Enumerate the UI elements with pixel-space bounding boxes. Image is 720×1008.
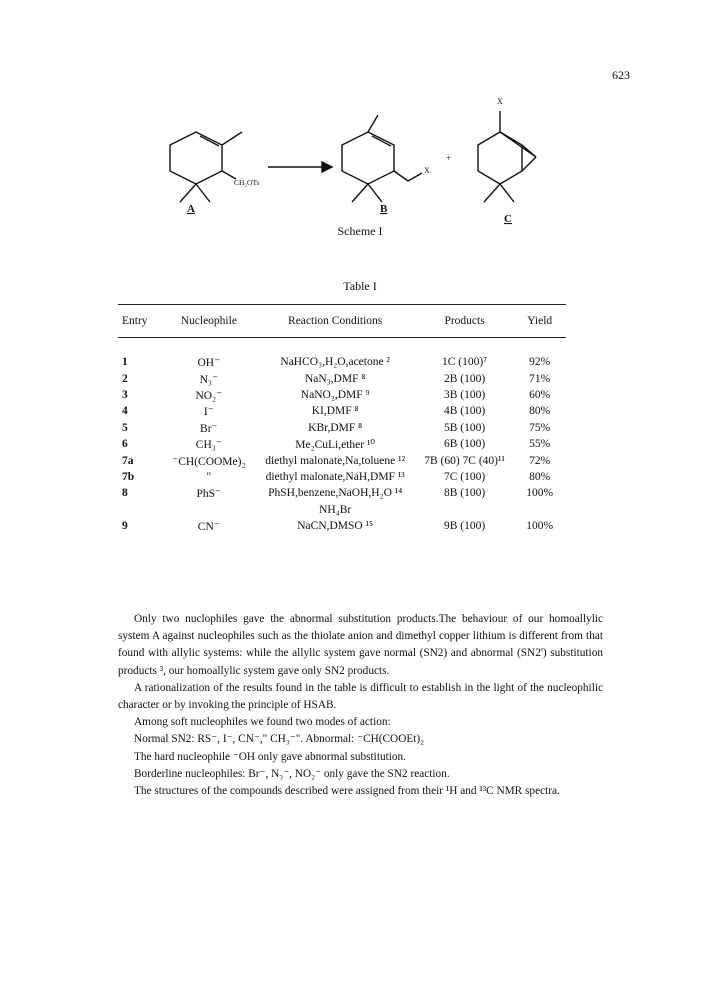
reaction-arrow [268,162,332,172]
cell-entry [118,502,163,518]
cell-products: 3B (100) [443,388,486,401]
scheme-plus: + [446,153,452,163]
header-conditions: Reaction Conditions [255,305,416,338]
cell-conditions: NaN₃,DMF ⁸ [304,372,366,385]
cell-yield: 80% [529,470,551,483]
table-row [118,420,566,436]
paragraph-3: Among soft nucleophiles we found two modes of action: [134,716,391,729]
cell-entry: 7a [122,454,134,467]
table-row [118,436,566,452]
table-row [118,387,566,403]
cell-yield: 92% [529,356,551,369]
cell-products: 6B (100) [443,438,486,451]
paragraph-7: The structures of the compounds described were assigned from their ¹H and ¹³C NMR spectra. [134,785,560,798]
cell-nucleophile: OH⁻ [197,357,221,370]
cell-entry: 1 [122,356,128,369]
cell-products: 7C (100) [443,470,486,483]
cell-products: 1C (100)⁷ [441,356,488,369]
results-table [118,304,566,534]
paragraph-1: Only two nuclophiles gave the abnormal substitution products.The behaviour of our homoallylic system A against nucleophiles such as the thiolate anion and dimethyl copper lithium is different from that found with allylic systems: while the allylic system gave normal (SN2) and abnormal (SN2') substitution products ³, our homoallylic system gave only SN2 products. [118,613,603,677]
cell-products: 8B (100) [443,487,486,500]
cell-yield: 60% [529,388,551,401]
cell-nucleophile: I⁻ [203,406,214,419]
cell-entry: 3 [122,388,128,401]
table-header-row [118,305,566,338]
scheme-substituent-a: CH₂OTs [234,178,260,187]
scheme-caption: Scheme I [337,224,383,238]
scheme-substituent-b: X [424,166,430,175]
cell-products: 9B (100) [443,520,486,533]
paragraph-2: A rationalization of the results found in the table is difficult to establish in the light of the nucleophilic character or by invoking the principle of HSAB. [118,681,603,712]
cell-conditions: NaHCO₃,H₂O,acetone ² [280,356,390,369]
cell-nucleophile: N₃⁻ [199,373,219,386]
cell-entry: 5 [122,421,128,434]
cell-conditions: NaNO₂,DMF ⁹ [300,388,370,401]
scheme-substituent-c: X [497,97,503,106]
cell-entry: 8 [122,487,128,500]
cell-products [416,502,514,518]
cell-conditions: KI,DMF ⁸ [311,405,359,418]
cell-products: 5B (100) [443,421,486,434]
cell-yield [513,502,566,518]
cell-conditions: KBr,DMF ⁸ [308,421,363,434]
cell-nucleophile: NO₂⁻ [195,389,223,402]
cell-conditions: PhSH,benzene,NaOH,H₂O ¹⁴ [268,487,403,500]
table-row [118,403,566,419]
table-row [118,452,566,468]
cell-products: 7B (60) 7C (40)¹¹ [424,454,505,467]
cell-entry: 6 [122,438,128,451]
table-row [118,485,566,501]
cell-nucleophile: CN⁻ [197,521,220,534]
header-yield: Yield [513,305,566,338]
cell-yield: 100% [526,520,554,533]
cell-entry: 4 [122,405,128,418]
cell-nucleophile [163,502,255,518]
label-c: C [504,213,512,225]
header-nucleophile: Nucleophile [163,305,255,338]
body-text [118,611,603,800]
header-products: Products [416,305,514,338]
cell-conditions: diethyl malonate,Na,toluene ¹² [265,454,406,467]
compound-b-structure [342,115,422,202]
cell-yield: 80% [529,405,551,418]
cell-entry: 2 [122,372,128,385]
cell-yield: 71% [529,372,551,385]
label-b: B [380,203,388,215]
cell-yield: 100% [526,487,554,500]
cell-nucleophile: " [206,470,212,483]
cell-conditions: NH₄Br [319,503,352,516]
cell-conditions: Me₂CuLi,ether ¹⁰ [295,439,376,452]
cell-nucleophile: PhS⁻ [196,488,222,501]
table-body [118,338,566,535]
label-a: A [187,203,195,215]
cell-entry: 9 [122,520,128,533]
cell-conditions: NaCN,DMSO ¹⁵ [297,520,374,533]
cell-products: 2B (100) [443,372,486,385]
table-row [118,469,566,485]
cell-entry: 7b [122,470,135,483]
cell-yield: 75% [529,421,551,434]
paragraph-5: The hard nucleophile ⁻OH only gave abnormal substitution. [134,750,407,763]
table-row [118,518,566,534]
paragraph-6: Borderline nucleophiles: Br⁻, N₃⁻, NO₂⁻ only gave the SN2 reaction. [134,767,450,780]
cell-yield: 72% [529,454,551,467]
compound-c-structure [478,111,536,202]
compound-a-structure [170,132,242,202]
table-row [118,370,566,386]
cell-yield: 55% [529,438,551,451]
table-row [118,502,566,518]
header-entry: Entry [118,305,163,338]
paragraph-4: Normal SN2: RS⁻, I⁻, CN⁻," CH₃⁻". Abnormal: ⁻CH(COOEt)₂ [134,733,425,746]
table-caption: Table I [343,279,377,293]
cell-products: 4B (100) [443,405,486,418]
page-number: 623 [612,68,630,82]
cell-conditions: diethyl malonate,NaH,DMF ¹³ [265,470,405,483]
cell-nucleophile: CH₃⁻ [195,439,222,452]
cell-nucleophile: Br⁻ [200,422,218,435]
cell-nucleophile: ⁻CH(COOMe)₂ [172,455,246,468]
table-row [118,354,566,370]
